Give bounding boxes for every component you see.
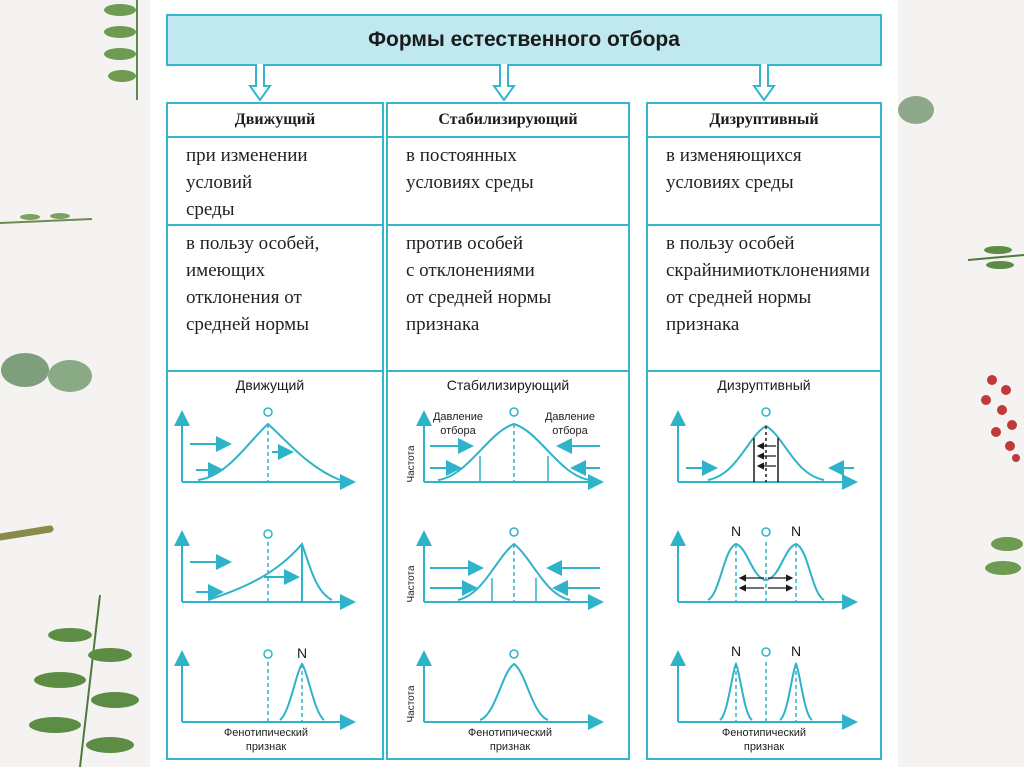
- y-axis-label: Частота: [406, 685, 417, 723]
- x-axis-label-line1: Фенотипический: [721, 727, 807, 739]
- graphs-panel: [388, 372, 628, 760]
- graph-title: Движущий: [235, 377, 305, 393]
- column-title: Стабилизирующий: [388, 104, 628, 138]
- selection-label: отбора: [552, 425, 588, 437]
- berry-decoration-right: [972, 370, 1024, 465]
- y-axis-label: Частота: [406, 565, 417, 603]
- leaf-decoration-right-top: [898, 88, 943, 138]
- effect-text: в пользу особей, имеющих отклонения от средней нормы: [168, 226, 382, 372]
- norm-label: N: [730, 643, 742, 659]
- graphs-svg: [168, 372, 382, 760]
- x-axis-label-line1: Фенотипический: [467, 727, 553, 739]
- norm-label: N: [790, 643, 802, 659]
- norm-label: N: [296, 645, 308, 661]
- x-axis-label-line2: признак: [743, 741, 785, 753]
- effect-text: в пользу особей скрайнимиотклонениями от средней нормы признака: [648, 226, 880, 372]
- mean-marker: [762, 648, 770, 656]
- graphs-panel: [168, 372, 382, 760]
- condition-text: при изменении условий среды: [168, 138, 382, 226]
- x-axis-label-line1: Фенотипический: [223, 727, 309, 739]
- distribution-curve: [208, 544, 332, 600]
- graphs-panel: [648, 372, 880, 760]
- condition-text: в изменяющихся условиях среды: [648, 138, 880, 226]
- leaf-decoration-top-left: [92, 0, 152, 100]
- column-title: Дизруптивный: [648, 104, 880, 138]
- x-axis-label-line2: признак: [489, 741, 531, 753]
- leaf-decoration-bottom-left-fern: [10, 595, 150, 767]
- mean-marker: [762, 528, 770, 536]
- pressure-label: Давление: [432, 411, 484, 423]
- arrow-down-icon: [248, 64, 272, 102]
- graph-title: Дизруптивный: [717, 377, 811, 393]
- leaf-decoration-eucalyptus: [0, 340, 100, 410]
- leaf-decoration-left-twig: [0, 515, 55, 555]
- leaf-decoration-right-bottom: [975, 530, 1024, 580]
- graphs-svg: [648, 372, 880, 760]
- mean-marker: [510, 650, 518, 658]
- graphs-svg: [388, 372, 628, 760]
- y-axis-label: Частота: [406, 445, 417, 483]
- column-disruptive: [646, 102, 882, 760]
- leaf-decoration-left-sprig: [0, 205, 100, 235]
- mean-marker: [510, 528, 518, 536]
- distribution-curve: [480, 664, 548, 720]
- column-stabilizing: [386, 102, 630, 760]
- column-title: Движущий: [168, 104, 382, 138]
- mean-marker: [264, 408, 272, 416]
- mean-marker: [264, 530, 272, 538]
- column-directional: [166, 102, 384, 760]
- effect-text: против особей с отклонениями от средней нормы признака: [388, 226, 628, 372]
- norm-label: N: [790, 523, 802, 539]
- mean-marker: [510, 408, 518, 416]
- graph-title: Стабилизирующий: [446, 377, 570, 393]
- norm-label: N: [730, 523, 742, 539]
- header-box: [166, 14, 882, 66]
- selection-label: отбора: [440, 425, 476, 437]
- leaf-decoration-right-fern: [968, 235, 1024, 285]
- mean-marker: [762, 408, 770, 416]
- distribution-curve: [198, 424, 340, 480]
- condition-text: в постоянных условиях среды: [388, 138, 628, 226]
- x-axis-label-line2: признак: [245, 741, 287, 753]
- arrow-down-icon: [492, 64, 516, 102]
- pressure-label: Давление: [544, 411, 596, 423]
- diagram-title: Формы естественного отбора: [368, 28, 680, 51]
- mean-marker: [264, 650, 272, 658]
- arrow-down-icon: [752, 64, 776, 102]
